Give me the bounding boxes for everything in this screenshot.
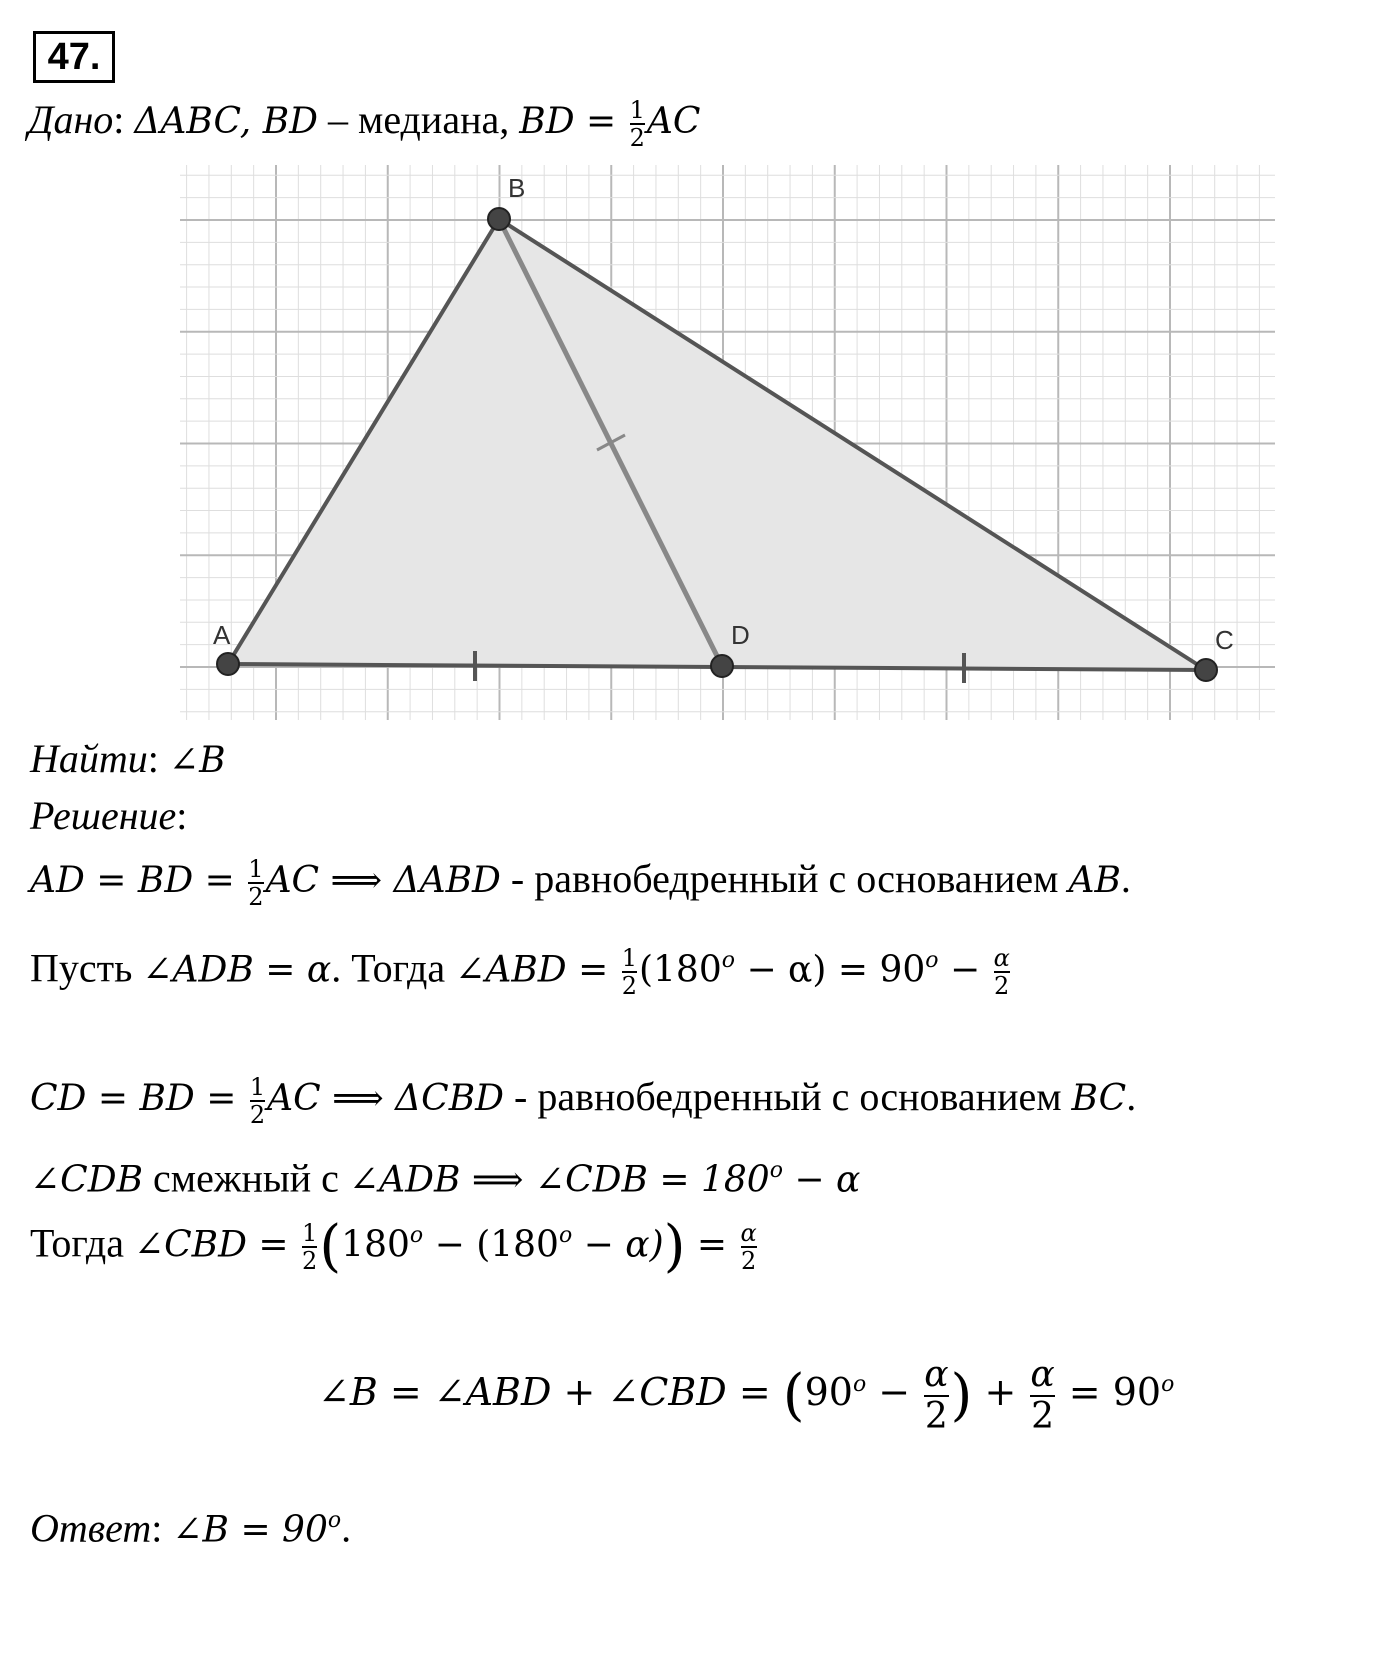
solution-heading: Решение:: [30, 793, 188, 838]
find-label: Найти: [30, 736, 148, 781]
solution-line-3: CD = BD = $\frac{1}{2}$ AC ⟹ ΔCBD - равнобедренный с основанием BC.: [30, 1072, 1137, 1129]
given-triangle: ΔABC, BD: [134, 101, 319, 142]
point-A: [217, 653, 239, 675]
given-median-text: – медиана,: [318, 97, 520, 142]
given-line: Дано: ΔABC, BD – медиана, BD = $\frac{1}{2}$ AC: [28, 95, 701, 152]
solution-line-5: Тогда ∠CBD = $\frac{1}{2}$ $(180^o - (180^o - \alpha))$ = $\frac{\alpha}{2}$: [30, 1214, 757, 1280]
point-C: [1195, 659, 1217, 681]
find-line: Найти: ∠B: [30, 736, 226, 781]
given-label: Дано: [28, 97, 114, 142]
label-A: A: [213, 620, 231, 650]
answer-line: Ответ: ∠B = $90^o$.: [30, 1505, 352, 1551]
triangle-figure: [180, 165, 1280, 725]
answer-value: ∠B = 90: [172, 1509, 328, 1551]
point-B: [488, 208, 510, 230]
solution-line-2: Пусть ∠ADB = α. Тогда ∠ABD = $\frac{1}{2}$ $(180^o - \alpha) = 90^o$ − $\frac{\alpha}{2}$: [30, 944, 1010, 1001]
label-D: D: [731, 620, 750, 650]
solution-line-1: AD = BD = $\frac{1}{2}$ AC ⟹ ΔABD - равнобедренный с основанием AB.: [30, 854, 1131, 911]
given-fraction: $\frac{1}{2}$: [629, 95, 645, 152]
answer-label: Ответ: [30, 1505, 152, 1551]
solution-line-6: ∠B = ∠ABD + ∠CBD = ($90^o$ − $\frac{\alpha}{2}$ ) + $\frac{\alpha}{2}$ = $90^o$: [318, 1354, 1175, 1437]
problem-number: 47.: [33, 31, 115, 83]
find-value: ∠B: [168, 740, 226, 781]
label-B: B: [508, 173, 526, 203]
point-D: [711, 655, 733, 677]
solution-line-4: ∠CDB смежный с ∠ADB ⟹ ∠CDB = $180^o - \alpha$: [30, 1155, 861, 1201]
label-C: C: [1215, 625, 1234, 655]
